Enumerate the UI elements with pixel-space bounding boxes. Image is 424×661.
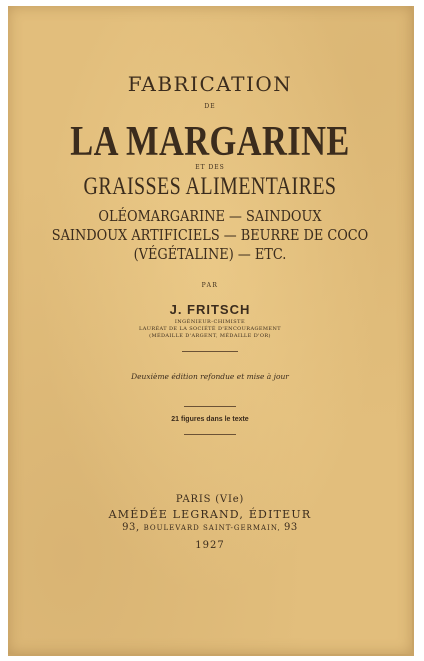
publication-year: 1927	[195, 540, 225, 551]
address-number-end: 93	[283, 522, 298, 533]
edition-note: Deuxième édition refondue et mise à jour	[131, 372, 289, 381]
author-name: J. FRITSCH	[169, 302, 251, 317]
connector-de: DE	[204, 103, 216, 110]
publisher-name: AMÉDÉE LEGRAND, ÉDITEUR	[108, 508, 312, 521]
title-line-graisses: GRAISSES ALIMENTAIRES	[83, 173, 337, 200]
divider-rule	[184, 406, 236, 407]
publisher-city: PARIS (VIe)	[175, 494, 245, 505]
author-credential-1: INGÉNIEUR-CHIMISTE	[174, 319, 246, 325]
address-number: 93,	[122, 522, 144, 533]
subtitle-line-2: SAINDOUX ARTIFICIELS — BEURRE DE COCO	[51, 226, 369, 244]
by-label: PAR	[201, 282, 219, 289]
subtitle-line-1: OLÉOMARGARINE — SAINDOUX	[98, 207, 322, 225]
connector-et-des: ET DES	[195, 164, 225, 171]
subtitle-line-3: (VÉGÉTALINE) — ETC.	[133, 245, 287, 263]
author-credential-3: (MÉDAILLE D'ARGENT, MÉDAILLE D'OR)	[149, 333, 271, 339]
divider-rule	[184, 434, 236, 435]
publisher-address	[8, 522, 412, 533]
address-street: BOULEVARD SAINT-GERMAIN,	[143, 524, 284, 532]
figures-note: 21 figures dans le texte	[171, 416, 249, 423]
main-title: LA MARGARINE	[70, 119, 350, 165]
title-line-fabrication: FABRICATION	[127, 72, 293, 96]
author-credential-2: LAURÉAT DE LA SOCIÉTÉ D'ENCOURAGEMENT	[139, 326, 281, 332]
book-cover	[8, 6, 414, 656]
divider-rule	[182, 351, 238, 352]
